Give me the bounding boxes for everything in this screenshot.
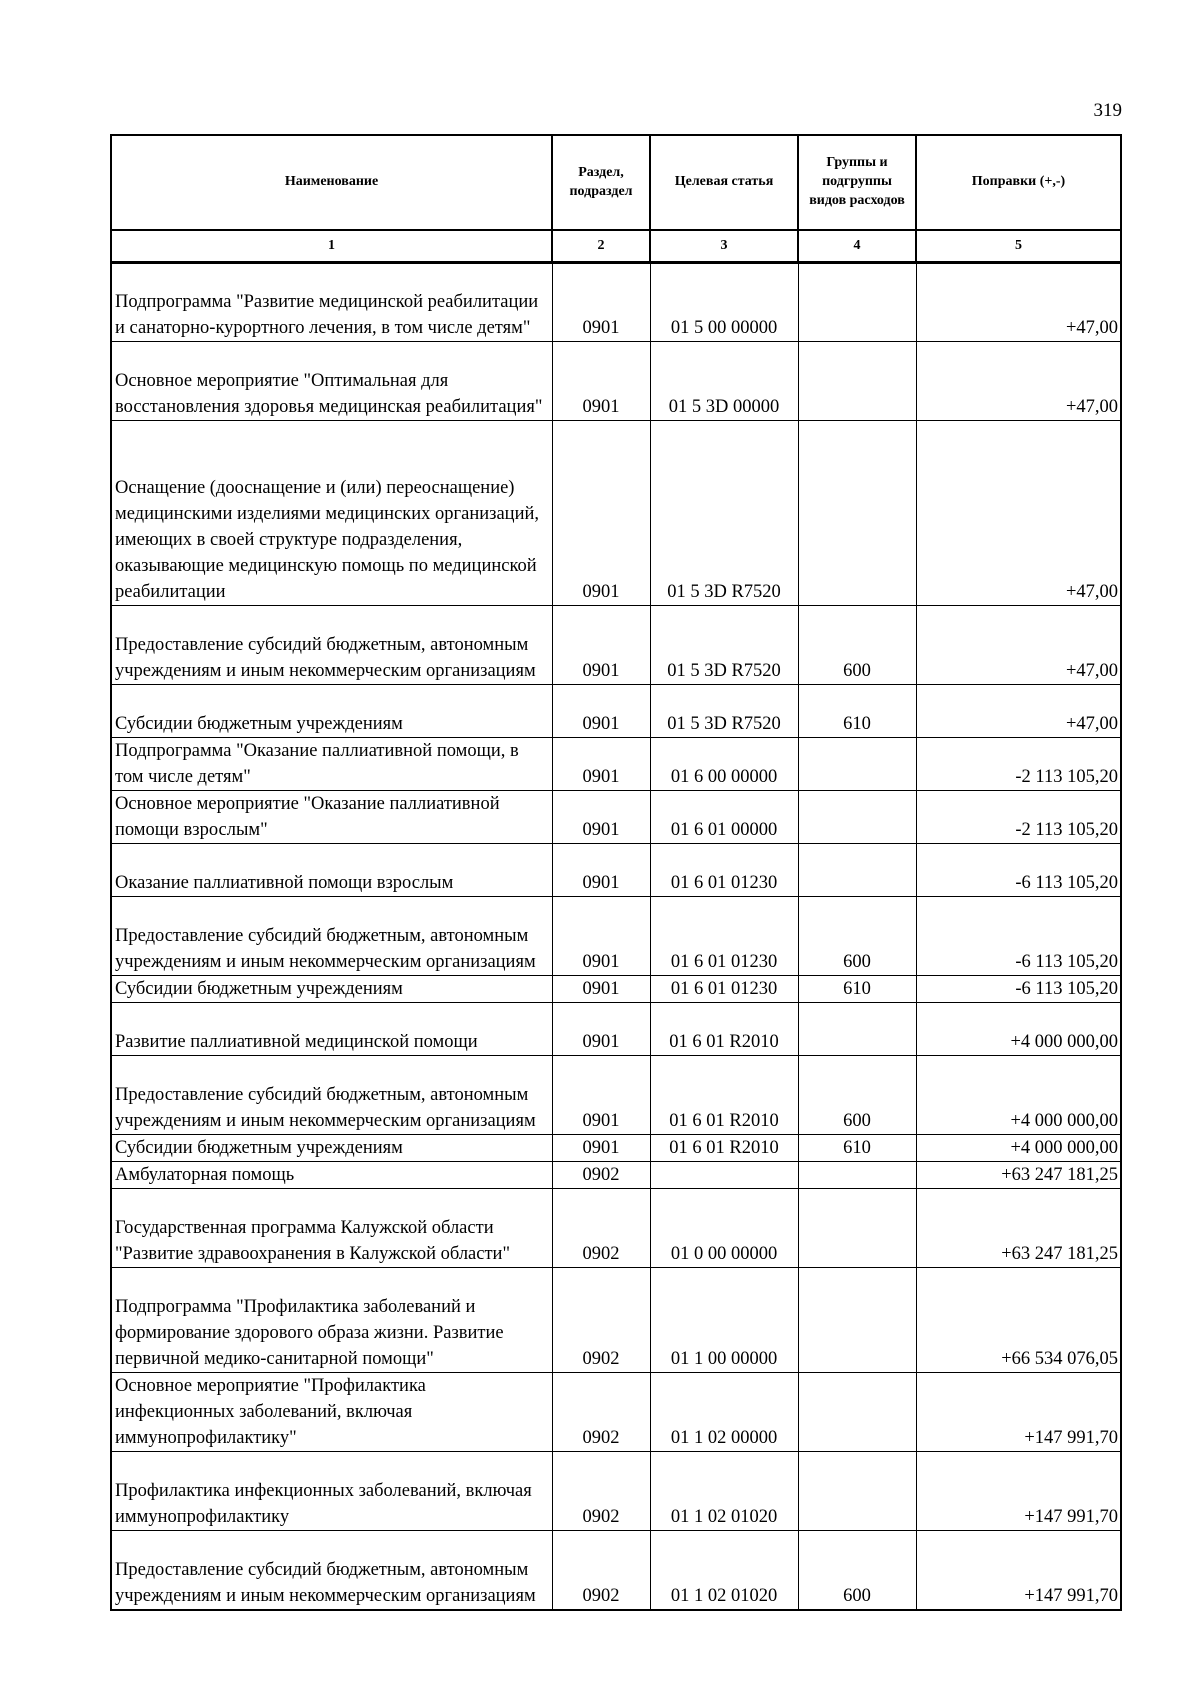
row-name: Подпрограмма "Развитие медицинской реабилитации и санаторно-курортного лечения, в том числе детям" — [111, 263, 552, 342]
table-row — [111, 1162, 1121, 1189]
row-name: Государственная программа Калужской области "Развитие здравоохранения в Калужской области" — [111, 1189, 552, 1268]
row-target: 01 5 00 00000 — [650, 263, 798, 342]
row-section: 0902 — [552, 1189, 650, 1268]
row-amount: +63 247 181,25 — [916, 1189, 1121, 1268]
row-section: 0902 — [552, 1373, 650, 1452]
row-section: 0901 — [552, 421, 650, 606]
table-row — [111, 685, 1121, 738]
row-section: 0901 — [552, 342, 650, 421]
row-amount: +63 247 181,25 — [916, 1162, 1121, 1189]
row-name: Субсидии бюджетным учреждениям — [111, 1135, 552, 1162]
header-name: Наименование — [111, 135, 552, 230]
row-target: 01 5 3D 00000 — [650, 342, 798, 421]
row-target: 01 1 02 00000 — [650, 1373, 798, 1452]
column-number-4: 4 — [798, 230, 916, 263]
table-row — [111, 421, 1121, 606]
row-section: 0902 — [552, 1452, 650, 1531]
row-amount: +4 000 000,00 — [916, 1003, 1121, 1056]
page-number: 319 — [1093, 100, 1122, 121]
column-number-5: 5 — [916, 230, 1121, 263]
row-target: 01 6 01 01230 — [650, 897, 798, 976]
row-target: 01 5 3D R7520 — [650, 421, 798, 606]
table-row — [111, 738, 1121, 791]
row-group: 600 — [798, 606, 916, 685]
row-name: Субсидии бюджетным учреждениям — [111, 976, 552, 1003]
row-amount: +147 991,70 — [916, 1452, 1121, 1531]
row-group — [798, 342, 916, 421]
row-amount: -6 113 105,20 — [916, 976, 1121, 1003]
row-name: Основное мероприятие "Профилактика инфекционных заболеваний, включая иммунопрофилактику" — [111, 1373, 552, 1452]
row-section: 0901 — [552, 976, 650, 1003]
row-target: 01 6 01 R2010 — [650, 1135, 798, 1162]
row-section: 0902 — [552, 1162, 650, 1189]
row-group: 610 — [798, 1135, 916, 1162]
row-target: 01 1 02 01020 — [650, 1452, 798, 1531]
row-target: 01 1 02 01020 — [650, 1531, 798, 1610]
row-amount: -2 113 105,20 — [916, 738, 1121, 791]
table-row — [111, 1452, 1121, 1531]
row-group — [798, 1162, 916, 1189]
row-target: 01 6 00 00000 — [650, 738, 798, 791]
row-name: Оказание паллиативной помощи взрослым — [111, 844, 552, 897]
row-group: 600 — [798, 1531, 916, 1610]
table-row — [111, 897, 1121, 976]
row-amount: +47,00 — [916, 685, 1121, 738]
row-group: 600 — [798, 1056, 916, 1135]
budget-table — [110, 134, 1122, 1611]
table-row — [111, 976, 1121, 1003]
table-row — [111, 1189, 1121, 1268]
row-name: Подпрограмма "Профилактика заболеваний и формирование здорового образа жизни. Развитие первичной медико-санитарной помощи" — [111, 1268, 552, 1373]
row-amount: +147 991,70 — [916, 1373, 1121, 1452]
row-name: Основное мероприятие "Оптимальная для восстановления здоровья медицинская реабилитация" — [111, 342, 552, 421]
row-name: Предоставление субсидий бюджетным, автономным учреждениям и иным некоммерческим организациям — [111, 606, 552, 685]
table-row — [111, 1003, 1121, 1056]
row-amount: +66 534 076,05 — [916, 1268, 1121, 1373]
column-number-2: 2 — [552, 230, 650, 263]
table-row — [111, 844, 1121, 897]
row-target: 01 6 01 00000 — [650, 791, 798, 844]
row-amount: +47,00 — [916, 342, 1121, 421]
row-section: 0902 — [552, 1268, 650, 1373]
row-target: 01 6 01 R2010 — [650, 1003, 798, 1056]
row-amount: +147 991,70 — [916, 1531, 1121, 1610]
row-target: 01 5 3D R7520 — [650, 606, 798, 685]
row-amount: +4 000 000,00 — [916, 1056, 1121, 1135]
table-row — [111, 263, 1121, 342]
row-name: Субсидии бюджетным учреждениям — [111, 685, 552, 738]
row-group — [798, 791, 916, 844]
column-number-3: 3 — [650, 230, 798, 263]
row-group — [798, 1268, 916, 1373]
table-row — [111, 606, 1121, 685]
column-number-row — [111, 230, 1121, 263]
header-target: Целевая статья — [650, 135, 798, 230]
row-name: Оснащение (дооснащение и (или) переоснащение) медицинскими изделиями медицинских организаций, имеющих в своей структуре подразделения, оказывающие медицинскую помощь по медицинской реабилитации — [111, 421, 552, 606]
row-section: 0901 — [552, 685, 650, 738]
row-section: 0901 — [552, 1056, 650, 1135]
row-name: Основное мероприятие "Оказание паллиативной помощи взрослым" — [111, 791, 552, 844]
row-target — [650, 1162, 798, 1189]
row-target: 01 0 00 00000 — [650, 1189, 798, 1268]
row-section: 0901 — [552, 738, 650, 791]
row-section: 0901 — [552, 791, 650, 844]
row-amount: -6 113 105,20 — [916, 897, 1121, 976]
table-row — [111, 791, 1121, 844]
row-group — [798, 263, 916, 342]
row-section: 0901 — [552, 897, 650, 976]
row-section: 0901 — [552, 263, 650, 342]
row-group: 610 — [798, 976, 916, 1003]
row-amount: -2 113 105,20 — [916, 791, 1121, 844]
row-group: 600 — [798, 897, 916, 976]
row-section: 0901 — [552, 1003, 650, 1056]
row-group — [798, 738, 916, 791]
row-name: Предоставление субсидий бюджетным, автономным учреждениям и иным некоммерческим организациям — [111, 1531, 552, 1610]
table-row — [111, 1135, 1121, 1162]
row-target: 01 1 00 00000 — [650, 1268, 798, 1373]
header-amount: Поправки (+,-) — [916, 135, 1121, 230]
row-target: 01 6 01 R2010 — [650, 1056, 798, 1135]
row-group — [798, 421, 916, 606]
row-target: 01 6 01 01230 — [650, 976, 798, 1003]
row-section: 0901 — [552, 606, 650, 685]
table-row — [111, 342, 1121, 421]
row-name: Профилактика инфекционных заболеваний, включая иммунопрофилактику — [111, 1452, 552, 1531]
table-row — [111, 1531, 1121, 1610]
table-row — [111, 1056, 1121, 1135]
row-group: 610 — [798, 685, 916, 738]
row-section: 0901 — [552, 1135, 650, 1162]
row-name: Предоставление субсидий бюджетным, автономным учреждениям и иным некоммерческим организациям — [111, 897, 552, 976]
row-amount: +47,00 — [916, 606, 1121, 685]
row-amount: +47,00 — [916, 263, 1121, 342]
row-group — [798, 1373, 916, 1452]
row-group — [798, 1189, 916, 1268]
row-section: 0901 — [552, 844, 650, 897]
header-row — [111, 135, 1121, 230]
header-section: Раздел, подраздел — [552, 135, 650, 230]
table-row — [111, 1268, 1121, 1373]
row-section: 0902 — [552, 1531, 650, 1610]
row-target: 01 6 01 01230 — [650, 844, 798, 897]
row-amount: +4 000 000,00 — [916, 1135, 1121, 1162]
table-row — [111, 1373, 1121, 1452]
row-amount: -6 113 105,20 — [916, 844, 1121, 897]
header-group: Группы и подгруппы видов расходов — [798, 135, 916, 230]
row-amount: +47,00 — [916, 421, 1121, 606]
row-name: Амбулаторная помощь — [111, 1162, 552, 1189]
row-name: Предоставление субсидий бюджетным, автономным учреждениям и иным некоммерческим организациям — [111, 1056, 552, 1135]
row-target: 01 5 3D R7520 — [650, 685, 798, 738]
row-name: Подпрограмма "Оказание паллиативной помощи, в том числе детям" — [111, 738, 552, 791]
row-name: Развитие паллиативной медицинской помощи — [111, 1003, 552, 1056]
row-group — [798, 1452, 916, 1531]
column-number-1: 1 — [111, 230, 552, 263]
row-group — [798, 844, 916, 897]
row-group — [798, 1003, 916, 1056]
